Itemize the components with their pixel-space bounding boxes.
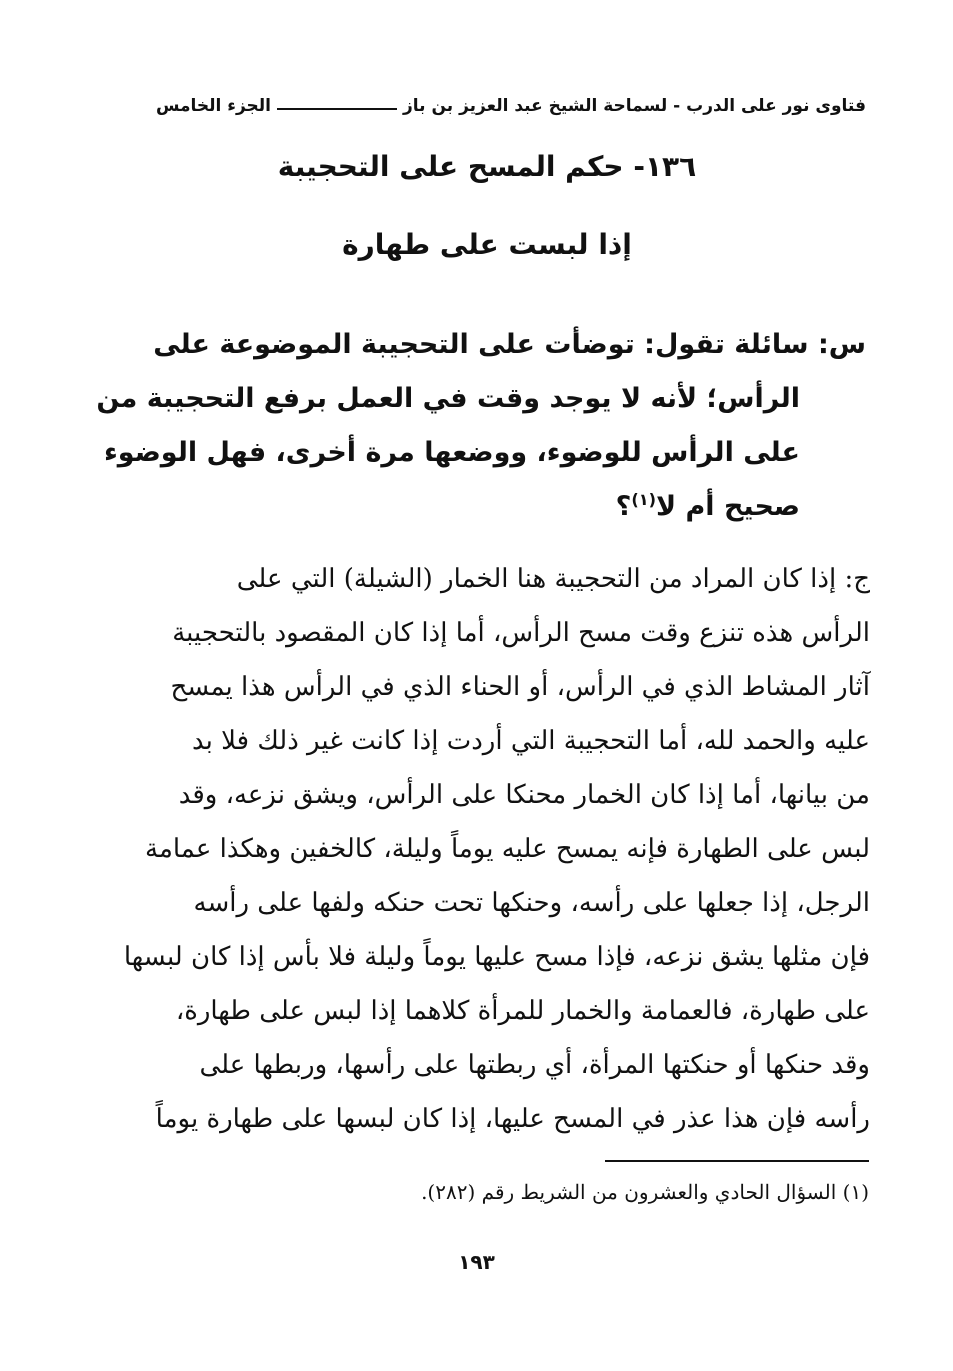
footnote-reference: (١) <box>631 490 657 509</box>
answer-line: على طهارة، فالعمامة والخمار للمرأة كلاهما إذا لبس على طهارة، <box>175 996 870 1026</box>
answer-line: وقد حنكها أو حنكتها المرأة، أي ربطتها على رأسها، وربطها على <box>199 1050 870 1080</box>
footnote: (١) السؤال الحادي والعشرون من الشريط رقم (٢٨٢). <box>421 1180 869 1204</box>
question-marker: س: <box>817 329 866 360</box>
question-text: صحيح أم لا <box>656 491 800 522</box>
answer-line: آثار المشاط الذي في الرأس، أو الحناء الذي في الرأس هذا يمسح <box>170 672 870 702</box>
question-line <box>130 480 866 534</box>
answer-line: من بيانها، أما إذا كان الخمار محنكا على الرأس، ويشق نزعه، وقد <box>178 780 870 810</box>
answer-line: الرجل، إذا جعلها على رأسه، وحنكها تحت حنكه ولفها على رأسه <box>193 888 870 918</box>
footnote-rule <box>605 1160 869 1162</box>
answer-block <box>108 552 870 1146</box>
answer-line: الرأس هذه تنزع وقت مسح الرأس، أما إذا كان المقصود بالتحجيبة <box>172 618 870 648</box>
answer-line: ج: إذا كان المراد من التحجيبة هنا الخمار (الشيلة) التي على <box>236 564 870 594</box>
running-header <box>108 88 866 124</box>
answer-line: لبس على الطهارة فإنه يمسح عليه يوماً وليلة، كالخفين وهكذا عمامة <box>145 834 870 864</box>
book-title: فتاوى نور على الدرب - لسماحة الشيخ عبد العزيز بن باز <box>403 96 866 116</box>
answer-line: فإن مثلها يشق نزعه، فإذا مسح عليها يوماً وليلة فلا بأس إذا كان لبسها <box>123 942 870 972</box>
fatwa-title: ١٣٦- حكم المسح على التحجيبة <box>277 150 697 183</box>
question-line: على الرأس للوضوء، ووضعها مرة أخرى، فهل الوضوء <box>103 437 800 468</box>
header-rule <box>277 108 397 110</box>
answer-line: عليه والحمد لله، أما التحجيبة التي أردت إذا كانت غير ذلك فلا بد <box>192 726 870 756</box>
volume-label: الجزء الخامس <box>155 96 271 116</box>
question-end-mark: ؟ <box>615 491 632 522</box>
fatwa-subtitle: إذا لبست على طهارة <box>342 228 632 261</box>
answer-line: رأسه فإن هذا عذر في المسح عليها، إذا كان لبسها على طهارة يوماً <box>155 1104 870 1134</box>
question-block <box>96 318 866 534</box>
question-line: الرأس؛ لأنه لا يوجد وقت في العمل برفع التحجيبة من <box>96 383 800 414</box>
question-text: سائلة تقول: توضأت على التحجيبة الموضوعة على <box>153 329 809 360</box>
question-line <box>130 318 866 372</box>
page-number: ١٩٣ <box>458 1250 495 1274</box>
